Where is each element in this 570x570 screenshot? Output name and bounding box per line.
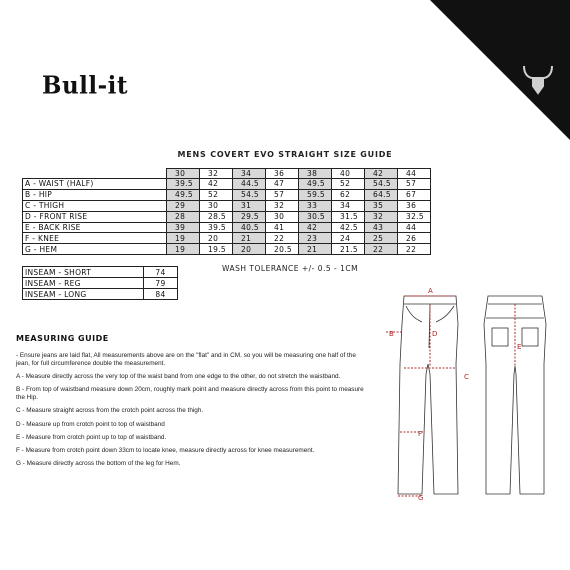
wash-tolerance-note: WASH TOLERANCE +/- 0.5 - 1CM — [222, 264, 359, 273]
measurement-value: 20.5 — [266, 244, 299, 255]
label-a: A — [428, 287, 433, 295]
measurement-value: 42 — [200, 179, 233, 190]
measurement-value: 22 — [266, 233, 299, 244]
size-table — [22, 168, 431, 255]
size-header: 40 — [332, 169, 365, 179]
brand-logo: Bull-it — [42, 71, 129, 100]
measurement-value: 49.5 — [299, 179, 332, 190]
measurement-value: 39.5 — [167, 179, 200, 190]
measurement-value: 36 — [398, 200, 431, 211]
header-corner-cell — [23, 169, 167, 179]
guide-line: G - Measure directly across the bottom of the leg for Hem. — [16, 459, 181, 467]
size-header: 30 — [167, 169, 200, 179]
measurement-label: B - HIP — [23, 189, 167, 200]
measurement-label: F - KNEE — [23, 233, 167, 244]
measurement-value: 57 — [398, 179, 431, 190]
table-row — [23, 233, 431, 244]
table-row — [23, 200, 431, 211]
measuring-guide-text — [16, 352, 371, 473]
size-header-row — [23, 169, 431, 179]
measurement-value: 30 — [266, 211, 299, 222]
measurement-value: 35 — [365, 200, 398, 211]
measurement-value: 22 — [365, 244, 398, 255]
measurement-value: 28.5 — [200, 211, 233, 222]
measurement-value: 59.5 — [299, 189, 332, 200]
size-header: 42 — [365, 169, 398, 179]
measurement-value: 43 — [365, 222, 398, 233]
measurement-value: 47 — [266, 179, 299, 190]
measurement-label: C - THIGH — [23, 200, 167, 211]
measurement-value: 21.5 — [332, 244, 365, 255]
measurement-value: 26 — [398, 233, 431, 244]
guide-line: D - Measure up from crotch point to top of waistband — [16, 420, 165, 428]
label-f: F — [418, 430, 423, 438]
measurement-value: 30.5 — [299, 211, 332, 222]
guide-line: E - Measure from crotch point up to top of waistband. — [16, 433, 167, 441]
measurement-value: 49.5 — [167, 189, 200, 200]
size-header: 36 — [266, 169, 299, 179]
measurement-value: 42.5 — [332, 222, 365, 233]
measurement-value: 42 — [299, 222, 332, 233]
table-row — [23, 189, 431, 200]
label-b: B — [389, 330, 394, 338]
size-header: 32 — [200, 169, 233, 179]
measurement-value: 57 — [266, 189, 299, 200]
measurement-value: 20 — [233, 244, 266, 255]
measurement-value: 31 — [233, 200, 266, 211]
table-row — [23, 289, 178, 300]
inseam-value: 79 — [144, 278, 178, 289]
measurement-value: 30 — [200, 200, 233, 211]
measurement-label: G - HEM — [23, 244, 167, 255]
table-row — [23, 179, 431, 190]
measurement-value: 31.5 — [332, 211, 365, 222]
measurement-value: 64.5 — [365, 189, 398, 200]
measurement-value: 32.5 — [398, 211, 431, 222]
measurement-value: 20 — [200, 233, 233, 244]
measurement-value: 21 — [299, 244, 332, 255]
size-table-body — [23, 179, 431, 255]
measurement-value: 22 — [398, 244, 431, 255]
guide-line: - Ensure jeans are laid flat, All measurements above are on the "flat" and in CM. so you will be measuring one half of the jean, for full circumference double the measurement. — [16, 352, 356, 368]
label-d: D — [432, 330, 438, 338]
measurement-value: 21 — [233, 233, 266, 244]
measurement-value: 54.5 — [365, 179, 398, 190]
measurement-value: 19.5 — [200, 244, 233, 255]
measurement-value: 24 — [332, 233, 365, 244]
table-row — [23, 244, 431, 255]
inseam-value: 74 — [144, 267, 178, 278]
measurement-value: 19 — [167, 244, 200, 255]
guide-line: B - From top of waistband measure down 20cm, roughly mark point and measure directly across from this point to measure the Hip. — [16, 386, 364, 402]
inseam-label: INSEAM - REG — [23, 278, 144, 289]
measurement-value: 67 — [398, 189, 431, 200]
measurement-label: D - FRONT RISE — [23, 211, 167, 222]
label-c: C — [464, 373, 469, 381]
table-row — [23, 278, 178, 289]
measurement-value: 32 — [266, 200, 299, 211]
jeans-measurement-diagram — [384, 284, 564, 504]
measurement-value: 29.5 — [233, 211, 266, 222]
measurement-value: 39 — [167, 222, 200, 233]
measurement-value: 25 — [365, 233, 398, 244]
measurement-value: 54.5 — [233, 189, 266, 200]
table-row — [23, 222, 431, 233]
measurement-value: 32 — [365, 211, 398, 222]
inseam-table — [22, 266, 178, 300]
measurement-value: 29 — [167, 200, 200, 211]
measurement-value: 40.5 — [233, 222, 266, 233]
measurement-value: 52 — [200, 189, 233, 200]
corner-banner — [430, 0, 570, 140]
measurement-value: 34 — [332, 200, 365, 211]
measurement-value: 23 — [299, 233, 332, 244]
table-row — [23, 211, 431, 222]
measurement-value: 44.5 — [233, 179, 266, 190]
size-header: 44 — [398, 169, 431, 179]
guide-line: C - Measure straight across from the crotch point across the thigh. — [16, 407, 204, 415]
inseam-label: INSEAM - SHORT — [23, 267, 144, 278]
label-g: G — [418, 494, 424, 502]
measurement-value: 19 — [167, 233, 200, 244]
size-guide-title: MENS COVERT EVO STRAIGHT SIZE GUIDE — [177, 150, 393, 159]
inseam-label: INSEAM - LONG — [23, 289, 144, 300]
label-e: E — [517, 343, 522, 351]
measurement-value: 39.5 — [200, 222, 233, 233]
measuring-guide-heading: MEASURING GUIDE — [16, 334, 109, 343]
measurement-value: 41 — [266, 222, 299, 233]
table-row — [23, 267, 178, 278]
measurement-value: 44 — [398, 222, 431, 233]
measurement-label: A - WAIST (HALF) — [23, 179, 167, 190]
measurement-value: 33 — [299, 200, 332, 211]
measurement-value: 28 — [167, 211, 200, 222]
size-header: 34 — [233, 169, 266, 179]
front-jeans-outline — [398, 296, 458, 494]
measurement-value: 52 — [332, 179, 365, 190]
inseam-value: 84 — [144, 289, 178, 300]
guide-line: F - Measure from crotch point down 33cm to locate knee, measure directly across for knee measurement. — [16, 446, 315, 454]
size-header: 38 — [299, 169, 332, 179]
guide-line: A - Measure directly across the very top of the waist band from one edge to the other, do not stretch the waistband. — [16, 373, 341, 381]
measurement-value: 62 — [332, 189, 365, 200]
measurement-label: E - BACK RISE — [23, 222, 167, 233]
